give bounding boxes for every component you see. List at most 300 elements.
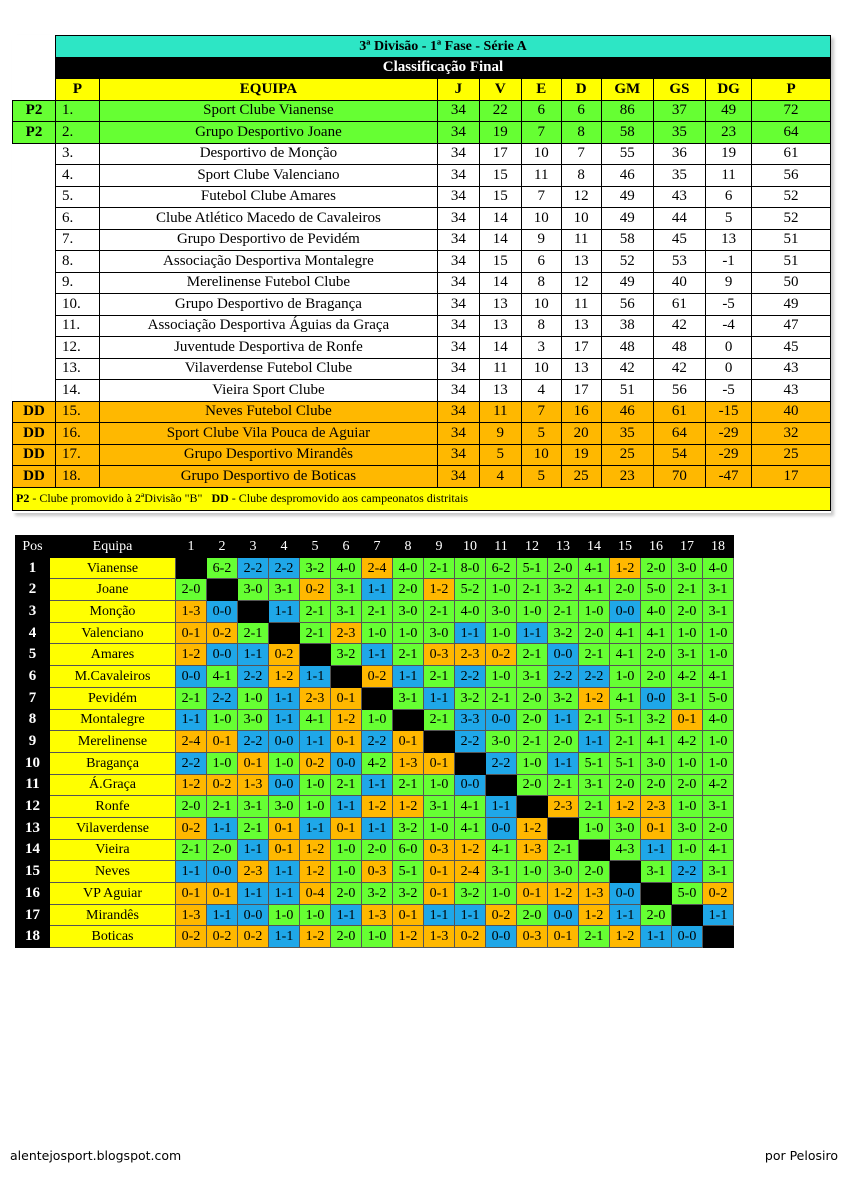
stat-cell-d: 17: [561, 337, 601, 359]
stat-cell-v: 14: [479, 337, 521, 359]
row-team-name: Joane: [50, 579, 176, 601]
score-cell: 2-1: [424, 666, 455, 688]
score-cell: 0-2: [300, 752, 331, 774]
opponent-column-header: 7: [362, 536, 393, 558]
blank-cell: [13, 57, 56, 79]
score-cell: 0-4: [300, 883, 331, 905]
score-cell: 5-0: [703, 687, 734, 709]
stat-cell-e: 7: [521, 401, 561, 423]
stat-cell-j: 34: [437, 229, 479, 251]
score-cell: 1-2: [269, 666, 300, 688]
status-badge: [13, 208, 56, 230]
status-badge: [13, 315, 56, 337]
position-cell: 13.: [55, 358, 99, 380]
score-cell: 3-1: [672, 644, 703, 666]
score-cell: 0-2: [269, 644, 300, 666]
stat-cell-d: 16: [561, 401, 601, 423]
stat-cell-j: 34: [437, 251, 479, 273]
stat-cell-gm: 46: [601, 401, 653, 423]
matrix-row: [16, 839, 734, 861]
score-cell: 2-0: [703, 817, 734, 839]
score-cell: 1-0: [486, 883, 517, 905]
score-cell: 4-1: [455, 796, 486, 818]
score-cell: 0-1: [424, 883, 455, 905]
team-name-cell: Grupo Desportivo de Boticas: [100, 466, 438, 488]
score-cell: 1-2: [455, 839, 486, 861]
matrix-row: [16, 687, 734, 709]
score-cell: 5-1: [393, 861, 424, 883]
score-cell: 3-2: [548, 622, 579, 644]
stat-cell-e: 4: [521, 380, 561, 402]
row-position: 7: [16, 687, 50, 709]
score-cell: 2-1: [579, 796, 610, 818]
stat-cell-j: 34: [437, 358, 479, 380]
score-cell: 0-3: [424, 644, 455, 666]
stat-cell-j: 34: [437, 100, 479, 122]
position-cell: 11.: [55, 315, 99, 337]
stat-cell-gm: 35: [601, 423, 653, 445]
score-cell: 1-0: [424, 774, 455, 796]
stat-cell-d: 12: [561, 186, 601, 208]
score-cell: 0-3: [517, 926, 548, 948]
stat-cell-d: 19: [561, 444, 601, 466]
stat-cell-e: 5: [521, 466, 561, 488]
score-cell: 0-0: [238, 904, 269, 926]
score-cell: 0-0: [207, 861, 238, 883]
row-position: 17: [16, 904, 50, 926]
team-name-cell: Futebol Clube Amares: [100, 186, 438, 208]
row-position: 18: [16, 926, 50, 948]
stat-cell-j: 34: [437, 208, 479, 230]
self-match-cell: [672, 904, 703, 926]
score-cell: 3-1: [703, 601, 734, 623]
stat-cell-gm: 38: [601, 315, 653, 337]
score-cell: 4-1: [579, 557, 610, 579]
score-cell: 4-1: [703, 666, 734, 688]
stat-cell-j: 34: [437, 186, 479, 208]
position-cell: 7.: [55, 229, 99, 251]
row-position: 3: [16, 601, 50, 623]
score-cell: 2-0: [548, 731, 579, 753]
stat-cell-dg: 0: [706, 358, 752, 380]
stat-cell-j: 34: [437, 272, 479, 294]
opponent-column-header: 18: [703, 536, 734, 558]
stat-cell-d: 25: [561, 466, 601, 488]
row-position: 13: [16, 817, 50, 839]
stat-cell-v: 5: [479, 444, 521, 466]
score-cell: 0-1: [207, 883, 238, 905]
row-team-name: Á.Graça: [50, 774, 176, 796]
score-cell: 3-0: [610, 817, 641, 839]
stat-cell-dg: 23: [706, 122, 752, 144]
column-header: DG: [706, 79, 752, 101]
stat-cell-gs: 56: [653, 380, 705, 402]
status-badge: [13, 337, 56, 359]
score-cell: 6-0: [393, 839, 424, 861]
row-team-name: Merelinense: [50, 731, 176, 753]
score-cell: 3-2: [393, 883, 424, 905]
row-position: 9: [16, 731, 50, 753]
score-cell: 2-0: [641, 644, 672, 666]
score-cell: 0-0: [331, 752, 362, 774]
self-match-cell: [424, 731, 455, 753]
self-match-cell: [579, 839, 610, 861]
row-position: 6: [16, 666, 50, 688]
row-team-name: Ronfe: [50, 796, 176, 818]
stat-cell-e: 6: [521, 251, 561, 273]
score-cell: 1-0: [238, 687, 269, 709]
team-name-cell: Vilaverdense Futebol Clube: [100, 358, 438, 380]
score-cell: 3-0: [548, 861, 579, 883]
self-match-cell: [486, 774, 517, 796]
column-header: D: [561, 79, 601, 101]
score-cell: 1-3: [579, 883, 610, 905]
opponent-column-header: 11: [486, 536, 517, 558]
stat-cell-gs: 36: [653, 143, 705, 165]
opponent-column-header: 10: [455, 536, 486, 558]
score-cell: 0-2: [486, 904, 517, 926]
stat-cell-d: 13: [561, 358, 601, 380]
score-cell: 1-1: [269, 926, 300, 948]
score-cell: 2-0: [641, 666, 672, 688]
score-cell: 2-3: [331, 622, 362, 644]
score-cell: 1-0: [362, 622, 393, 644]
status-badge: DD: [13, 401, 56, 423]
stat-cell-e: 9: [521, 229, 561, 251]
score-cell: 4-1: [641, 731, 672, 753]
status-badge: P2: [13, 122, 56, 144]
self-match-cell: [331, 666, 362, 688]
score-cell: 6-2: [207, 557, 238, 579]
score-cell: 2-1: [517, 579, 548, 601]
score-cell: 1-0: [486, 579, 517, 601]
stat-cell-gs: 61: [653, 294, 705, 316]
blank-cell: [13, 36, 56, 58]
stat-cell-gm: 42: [601, 358, 653, 380]
score-cell: 2-1: [300, 622, 331, 644]
status-badge: [13, 358, 56, 380]
row-position: 11: [16, 774, 50, 796]
score-cell: 2-3: [238, 861, 269, 883]
position-cell: 12.: [55, 337, 99, 359]
score-cell: 0-1: [641, 817, 672, 839]
stat-cell-gs: 35: [653, 165, 705, 187]
self-match-cell: [517, 796, 548, 818]
score-cell: 3-0: [238, 709, 269, 731]
score-cell: 2-1: [300, 601, 331, 623]
row-position: 15: [16, 861, 50, 883]
stat-cell-d: 7: [561, 143, 601, 165]
score-cell: 1-0: [703, 731, 734, 753]
stat-cell-p: 64: [752, 122, 831, 144]
score-cell: 8-0: [455, 557, 486, 579]
score-cell: 1-1: [362, 579, 393, 601]
stat-cell-gm: 56: [601, 294, 653, 316]
position-cell: 14.: [55, 380, 99, 402]
stat-cell-d: 8: [561, 165, 601, 187]
score-cell: 1-0: [579, 601, 610, 623]
score-cell: 3-1: [331, 601, 362, 623]
score-cell: 3-1: [579, 774, 610, 796]
score-cell: 1-1: [641, 926, 672, 948]
score-cell: 0-2: [207, 926, 238, 948]
row-position: 2: [16, 579, 50, 601]
stat-cell-dg: -1: [706, 251, 752, 273]
score-cell: 1-0: [672, 752, 703, 774]
legend-cell: [13, 487, 831, 510]
score-cell: 4-0: [703, 557, 734, 579]
score-cell: 0-0: [176, 666, 207, 688]
stat-cell-p: 43: [752, 380, 831, 402]
stat-cell-d: 11: [561, 294, 601, 316]
stat-cell-dg: 5: [706, 208, 752, 230]
stat-cell-j: 34: [437, 380, 479, 402]
status-badge: [13, 251, 56, 273]
score-cell: 3-1: [703, 861, 734, 883]
score-cell: 3-0: [641, 752, 672, 774]
score-cell: 0-1: [548, 926, 579, 948]
column-header: V: [479, 79, 521, 101]
score-cell: 0-0: [486, 709, 517, 731]
stat-cell-e: 10: [521, 358, 561, 380]
score-cell: 4-1: [703, 839, 734, 861]
stat-cell-dg: 19: [706, 143, 752, 165]
blank-cell: [13, 79, 56, 101]
stat-cell-e: 10: [521, 208, 561, 230]
standings-row: [13, 229, 831, 251]
score-cell: 2-1: [672, 579, 703, 601]
score-cell: 0-2: [176, 817, 207, 839]
stat-cell-v: 11: [479, 401, 521, 423]
score-cell: 5-2: [455, 579, 486, 601]
standings-row: [13, 100, 831, 122]
score-cell: 0-1: [393, 904, 424, 926]
score-cell: 4-1: [610, 622, 641, 644]
standings-row: [13, 122, 831, 144]
stat-cell-gm: 51: [601, 380, 653, 402]
score-cell: 3-1: [331, 579, 362, 601]
stat-cell-p: 61: [752, 143, 831, 165]
stat-cell-gs: 35: [653, 122, 705, 144]
stat-cell-p: 56: [752, 165, 831, 187]
legend-p2-text: - Clube promovido à 2ªDivisão "B": [29, 491, 203, 505]
team-name-cell: Sport Clube Valenciano: [100, 165, 438, 187]
team-name-cell: Associação Desportiva Águias da Graça: [100, 315, 438, 337]
stat-cell-dg: -5: [706, 294, 752, 316]
column-header: EQUIPA: [100, 79, 438, 101]
stat-cell-gs: 64: [653, 423, 705, 445]
matrix-row: [16, 709, 734, 731]
team-name-cell: Grupo Desportivo de Pevidém: [100, 229, 438, 251]
score-cell: 0-0: [610, 601, 641, 623]
score-cell: 1-0: [362, 709, 393, 731]
score-cell: 1-0: [517, 861, 548, 883]
stat-cell-v: 22: [479, 100, 521, 122]
stat-cell-v: 15: [479, 251, 521, 273]
standings-table-panel: [12, 35, 831, 513]
score-cell: 1-1: [579, 731, 610, 753]
score-cell: 3-1: [269, 579, 300, 601]
stat-cell-d: 13: [561, 315, 601, 337]
stat-cell-j: 34: [437, 423, 479, 445]
matrix-row: [16, 796, 734, 818]
score-cell: 1-1: [362, 774, 393, 796]
score-cell: 2-1: [579, 644, 610, 666]
score-cell: 0-3: [362, 861, 393, 883]
stat-cell-e: 10: [521, 444, 561, 466]
standings-row: [13, 186, 831, 208]
site-credit: alentejosport.blogspot.com: [10, 1148, 182, 1163]
score-cell: 2-2: [579, 666, 610, 688]
score-cell: 2-4: [176, 731, 207, 753]
stat-cell-d: 8: [561, 122, 601, 144]
score-cell: 3-2: [331, 644, 362, 666]
score-cell: 0-1: [424, 861, 455, 883]
score-cell: 1-2: [300, 861, 331, 883]
score-cell: 3-0: [393, 601, 424, 623]
column-header: GM: [601, 79, 653, 101]
score-cell: 1-3: [362, 904, 393, 926]
stat-cell-v: 14: [479, 208, 521, 230]
score-cell: 0-2: [300, 579, 331, 601]
score-cell: 1-2: [393, 796, 424, 818]
score-cell: 0-1: [672, 709, 703, 731]
stat-cell-p: 43: [752, 358, 831, 380]
status-badge: [13, 143, 56, 165]
score-cell: 0-1: [176, 883, 207, 905]
stat-cell-j: 34: [437, 315, 479, 337]
position-cell: 3.: [55, 143, 99, 165]
score-cell: 2-3: [548, 796, 579, 818]
row-team-name: Neves: [50, 861, 176, 883]
score-cell: 4-2: [703, 774, 734, 796]
score-cell: 4-2: [672, 731, 703, 753]
score-cell: 3-2: [641, 709, 672, 731]
score-cell: 5-1: [517, 557, 548, 579]
score-cell: 1-0: [269, 752, 300, 774]
score-cell: 3-1: [703, 579, 734, 601]
stat-cell-d: 17: [561, 380, 601, 402]
score-cell: 2-1: [238, 622, 269, 644]
standings-row: [13, 165, 831, 187]
matrix-row: [16, 752, 734, 774]
legend-dd-code: DD: [211, 491, 229, 505]
score-cell: 4-0: [455, 601, 486, 623]
stat-cell-dg: 6: [706, 186, 752, 208]
stat-cell-p: 45: [752, 337, 831, 359]
score-cell: 4-2: [672, 666, 703, 688]
opponent-column-header: 12: [517, 536, 548, 558]
score-cell: 2-0: [362, 839, 393, 861]
score-cell: 1-1: [176, 709, 207, 731]
row-team-name: Mirandês: [50, 904, 176, 926]
score-cell: 2-1: [176, 839, 207, 861]
score-cell: 1-0: [672, 622, 703, 644]
score-cell: 0-0: [672, 926, 703, 948]
score-cell: 2-1: [393, 774, 424, 796]
stat-cell-gs: 37: [653, 100, 705, 122]
score-cell: 6-2: [486, 557, 517, 579]
position-cell: 16.: [55, 423, 99, 445]
stat-cell-dg: -4: [706, 315, 752, 337]
stat-cell-dg: 0: [706, 337, 752, 359]
stat-cell-e: 10: [521, 294, 561, 316]
stat-cell-p: 32: [752, 423, 831, 445]
opponent-column-header: 16: [641, 536, 672, 558]
self-match-cell: [393, 709, 424, 731]
score-cell: 2-0: [579, 622, 610, 644]
score-cell: 1-1: [238, 644, 269, 666]
score-cell: 0-0: [455, 774, 486, 796]
score-cell: 1-3: [517, 839, 548, 861]
score-cell: 4-3: [610, 839, 641, 861]
pos-header: Pos: [16, 536, 50, 558]
score-cell: 1-1: [455, 904, 486, 926]
position-cell: 5.: [55, 186, 99, 208]
stat-cell-e: 3: [521, 337, 561, 359]
score-cell: 2-2: [672, 861, 703, 883]
score-cell: 4-0: [641, 601, 672, 623]
score-cell: 1-1: [300, 817, 331, 839]
score-cell: 2-2: [455, 731, 486, 753]
score-cell: 1-3: [393, 752, 424, 774]
stat-cell-gm: 46: [601, 165, 653, 187]
score-cell: 4-1: [579, 579, 610, 601]
score-cell: 2-0: [393, 579, 424, 601]
score-cell: 2-2: [269, 557, 300, 579]
self-match-cell: [610, 861, 641, 883]
position-cell: 10.: [55, 294, 99, 316]
team-name-cell: Clube Atlético Macedo de Cavaleiros: [100, 208, 438, 230]
score-cell: 3-0: [486, 731, 517, 753]
matrix-row: [16, 579, 734, 601]
opponent-column-header: 6: [331, 536, 362, 558]
team-name-cell: Grupo Desportivo de Bragança: [100, 294, 438, 316]
score-cell: 0-1: [331, 731, 362, 753]
score-cell: 1-2: [362, 796, 393, 818]
position-cell: 4.: [55, 165, 99, 187]
status-badge: [13, 294, 56, 316]
team-name-cell: Merelinense Futebol Clube: [100, 272, 438, 294]
opponent-column-header: 4: [269, 536, 300, 558]
team-name-cell: Sport Clube Vila Pouca de Aguiar: [100, 423, 438, 445]
score-cell: 1-2: [610, 557, 641, 579]
score-cell: 2-0: [517, 774, 548, 796]
position-cell: 18.: [55, 466, 99, 488]
row-position: 1: [16, 557, 50, 579]
score-cell: 2-1: [579, 709, 610, 731]
stat-cell-p: 72: [752, 100, 831, 122]
score-cell: 4-1: [610, 644, 641, 666]
stat-cell-v: 17: [479, 143, 521, 165]
stat-cell-gm: 58: [601, 122, 653, 144]
matrix-row: [16, 926, 734, 948]
score-cell: 1-2: [517, 817, 548, 839]
stat-cell-dg: 11: [706, 165, 752, 187]
stat-cell-gs: 70: [653, 466, 705, 488]
score-cell: 3-0: [672, 817, 703, 839]
score-cell: 2-1: [362, 601, 393, 623]
score-cell: 0-2: [207, 622, 238, 644]
score-cell: 1-0: [331, 861, 362, 883]
stat-cell-d: 11: [561, 229, 601, 251]
score-cell: 4-1: [455, 817, 486, 839]
score-cell: 2-1: [548, 839, 579, 861]
standings-row: [13, 358, 831, 380]
score-cell: 0-2: [486, 644, 517, 666]
score-cell: 2-1: [393, 644, 424, 666]
stat-cell-dg: -47: [706, 466, 752, 488]
